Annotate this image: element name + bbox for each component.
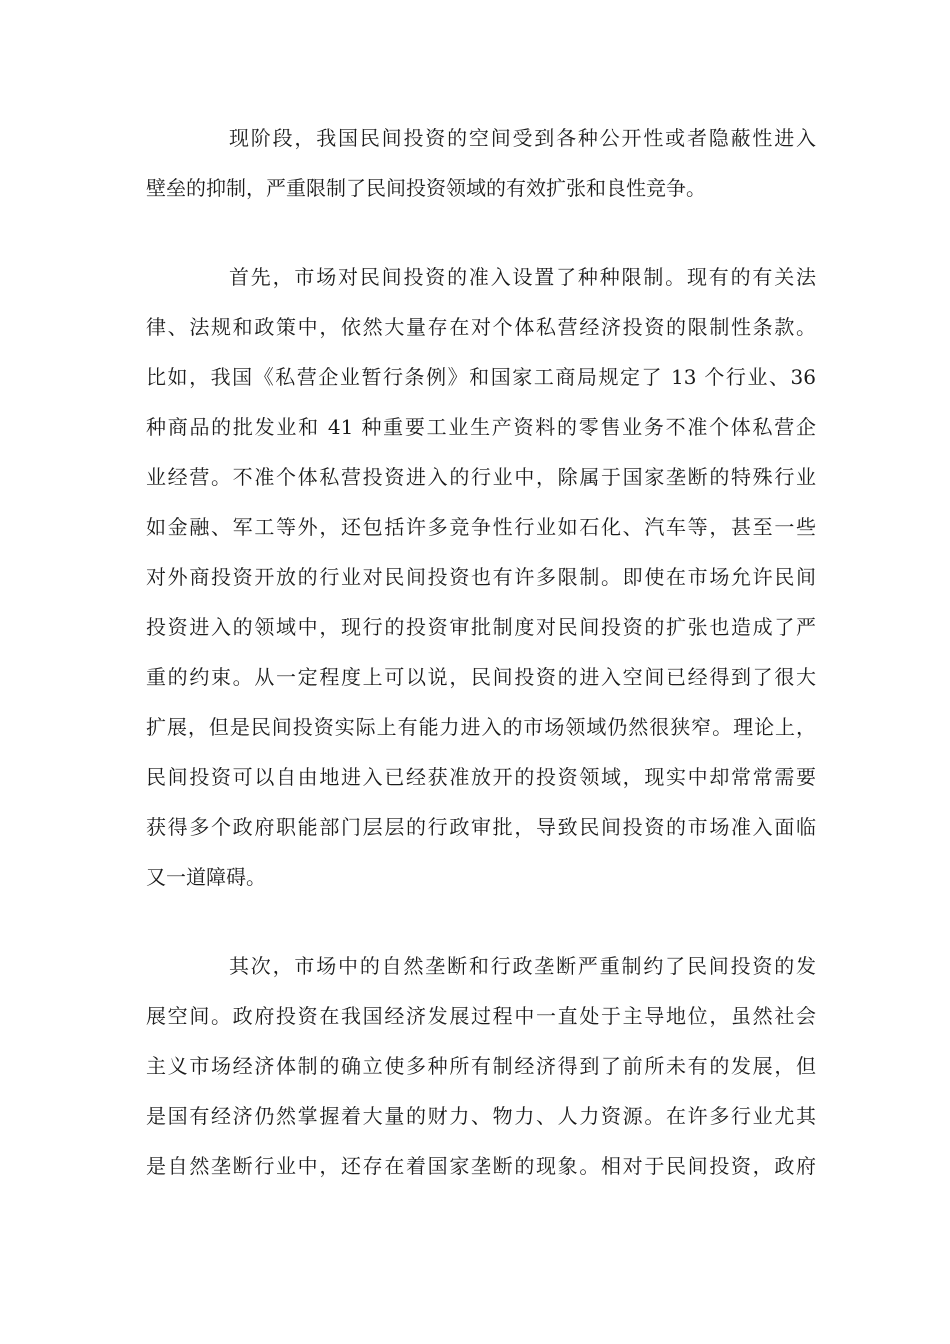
paragraph-2-line-9: 重的约束。从一定程度上可以说，民间投资的进入空间已经得到了很大 <box>146 665 816 689</box>
paragraph-2-line-13: 又一道障碍。 <box>146 865 266 889</box>
paragraph-2-line-10: 扩展，但是民间投资实际上有能力进入的市场领域仍然很狭窄。理论上， <box>146 715 816 739</box>
paragraph-2-line-3: 比如，我国《私营企业暂行条例》和国家工商局规定了 13 个行业、36 <box>146 365 816 389</box>
paragraph-2-line-7: 对外商投资开放的行业对民间投资也有许多限制。即使在市场允许民间 <box>146 565 816 589</box>
paragraph-1-line-1: 现阶段，我国民间投资的空间受到各种公开性或者隐蔽性进入 <box>229 126 816 150</box>
paragraph-2-line-11: 民间投资可以自由地进入已经获准放开的投资领域，现实中却常常需要 <box>146 765 816 789</box>
paragraph-2-line-8: 投资进入的领域中，现行的投资审批制度对民间投资的扩张也造成了严 <box>146 615 816 639</box>
paragraph-3-line-3: 主义市场经济体制的确立使多种所有制经济得到了前所未有的发展，但 <box>146 1054 816 1078</box>
paragraph-3-line-2: 展空间。政府投资在我国经济发展过程中一直处于主导地位，虽然社会 <box>146 1004 816 1028</box>
paragraph-3-line-4: 是国有经济仍然掌握着大量的财力、物力、人力资源。在许多行业尤其 <box>146 1104 816 1128</box>
paragraph-2-line-2: 律、法规和政策中，依然大量存在对个体私营经济投资的限制性条款。 <box>146 315 816 339</box>
paragraph-3-line-5: 是自然垄断行业中，还存在着国家垄断的现象。相对于民间投资，政府 <box>146 1154 816 1178</box>
paragraph-2-line-12: 获得多个政府职能部门层层的行政审批，导致民间投资的市场准入面临 <box>146 815 816 839</box>
paragraph-2-line-1: 首先，市场对民间投资的准入设置了种种限制。现有的有关法 <box>229 265 816 289</box>
paragraph-1-line-2: 壁垒的抑制，严重限制了民间投资领域的有效扩张和良性竞争。 <box>146 176 706 200</box>
paragraph-2-line-5: 业经营。不准个体私营投资进入的行业中，除属于国家垄断的特殊行业 <box>146 465 816 489</box>
paragraph-2-line-4: 种商品的批发业和 41 种重要工业生产资料的零售业务不准个体私营企 <box>146 415 816 439</box>
paragraph-2-line-6: 如金融、军工等外，还包括许多竞争性行业如石化、汽车等，甚至一些 <box>146 515 816 539</box>
paragraph-3-line-1: 其次，市场中的自然垄断和行政垄断严重制约了民间投资的发 <box>229 954 816 978</box>
